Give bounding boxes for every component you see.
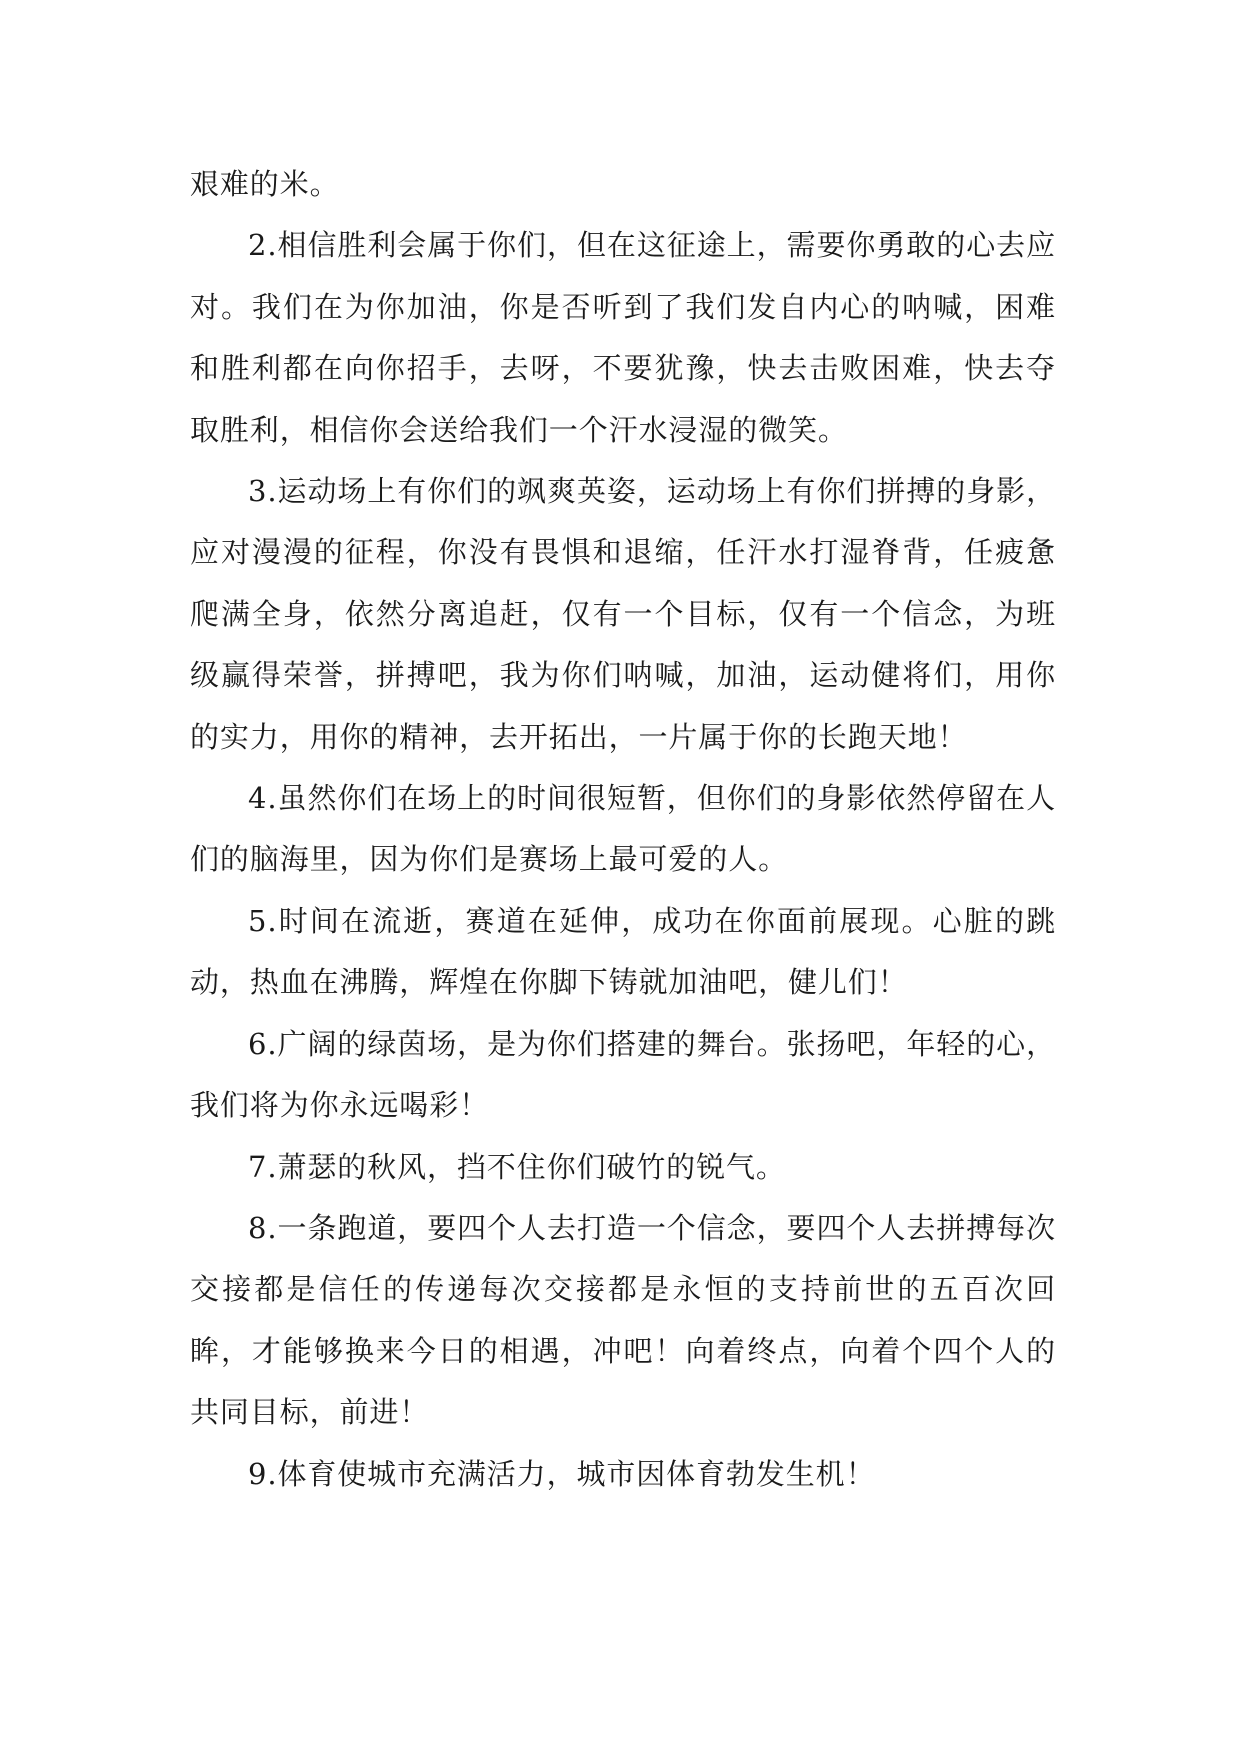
paragraph-item-7: 7.萧瑟的秋风，挡不住你们破竹的锐气。 [248,1149,786,1184]
paragraph-item-2: 2.相信胜利会属于你们，但在这征途上，需要你勇敢的心去应对。我们在为你加油，你是否听到了我们发自内心的呐喊，困难和胜利都在向你招手，去呀，不要犹豫，快去击败困难，快去夺取胜利，相信你会送给我们一个汗水浸湿的微笑。 [190,228,1056,447]
paragraph-item-8: 8.一条跑道，要四个人去打造一个信念，要四个人去拼搏每次交接都是信任的传递每次交接都是永恒的支持前世的五百次回眸，才能够换来今日的相遇，冲吧！向着终点，向着个四个人的共同目标，前进！ [190,1210,1056,1430]
paragraph-item-5: 5.时间在流逝，赛道在延伸，成功在你面前展现。心脏的跳动，热血在沸腾，辉煌在你脚下铸就加油吧，健儿们！ [190,903,1056,1000]
paragraph-item-9: 9.体育使城市充满活力，城市因体育勃发生机！ [248,1456,876,1491]
paragraph-item-6: 6.广阔的绿茵场，是为你们搭建的舞台。张扬吧，年轻的心，我们将为你永远喝彩！ [190,1026,1056,1123]
paragraph-item-4: 4.虽然你们在场上的时间很短暂，但你们的身影依然停留在人们的脑海里，因为你们是赛场上最可爱的人。 [190,781,1056,877]
document-body [190,154,1056,1505]
continuation-paragraph: 艰难的米。 [190,167,340,201]
paragraph-item-3: 3.运动场上有你们的飒爽英姿，运动场上有你们拼搏的身影，应对漫漫的征程，你没有畏惧和退缩，任汗水打湿脊背，任疲惫爬满全身，依然分离追赶，仅有一个目标，仅有一个信念，为班级赢得荣誉，拼搏吧，我为你们呐喊，加油，运动健将们，用你的实力，用你的精神，去开拓出，一片属于你的长跑天地！ [190,474,1056,754]
